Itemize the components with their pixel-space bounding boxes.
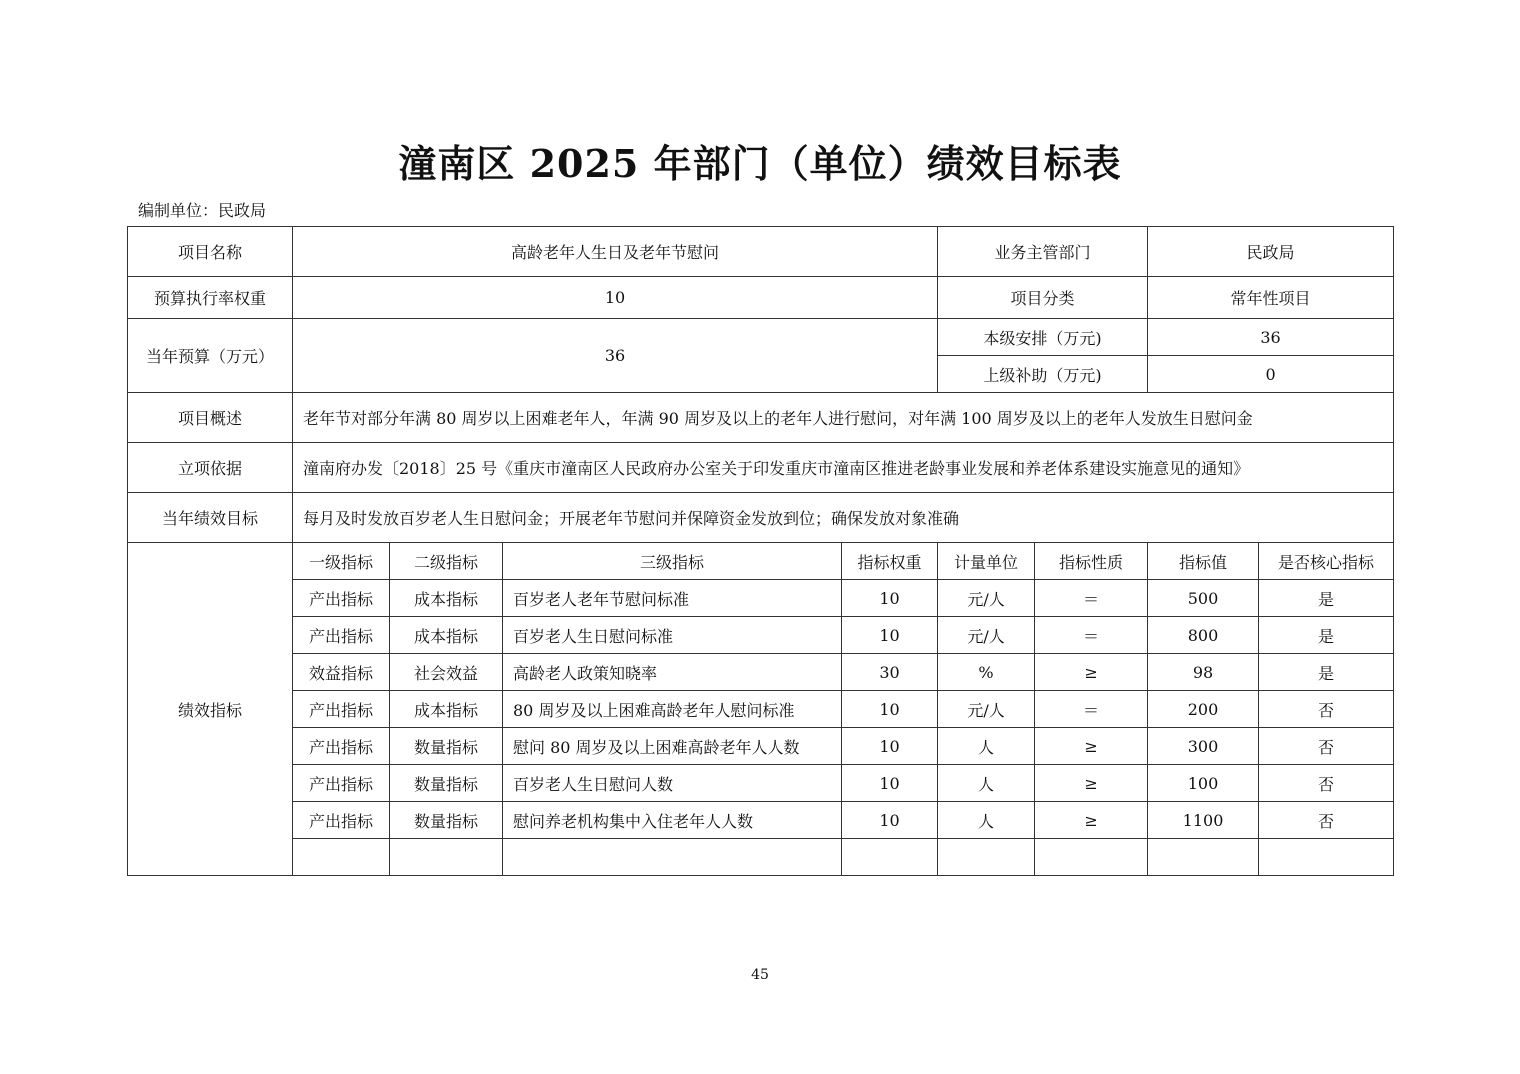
level1-cell: 产出指标 xyxy=(293,728,390,765)
level3-cell: 百岁老人生日慰问人数 xyxy=(503,765,842,802)
value-cell: 800 xyxy=(1148,617,1259,654)
value-cell: 500 xyxy=(1148,580,1259,617)
empty-cell xyxy=(842,839,938,876)
unit-cell: % xyxy=(938,654,1035,691)
unit-cell: 元/人 xyxy=(938,617,1035,654)
dept-label: 业务主管部门 xyxy=(938,227,1148,277)
column-header: 计量单位 xyxy=(938,543,1035,580)
empty-row xyxy=(128,839,1394,876)
core-cell: 是 xyxy=(1259,580,1394,617)
weight-cell: 10 xyxy=(842,802,938,839)
table-row xyxy=(128,728,1394,765)
level1-cell: 产出指标 xyxy=(293,802,390,839)
table-row xyxy=(128,765,1394,802)
row-overview xyxy=(128,393,1394,443)
empty-cell xyxy=(1035,839,1148,876)
column-header: 一级指标 xyxy=(293,543,390,580)
overview-label: 项目概述 xyxy=(128,393,293,443)
weight-cell: 10 xyxy=(842,765,938,802)
level1-cell: 产出指标 xyxy=(293,580,390,617)
value-cell: 1100 xyxy=(1148,802,1259,839)
weight-value: 10 xyxy=(293,277,938,319)
core-cell: 否 xyxy=(1259,728,1394,765)
nature-cell: ＝ xyxy=(1035,617,1148,654)
table-row xyxy=(128,617,1394,654)
core-cell: 是 xyxy=(1259,654,1394,691)
empty-cell xyxy=(1259,839,1394,876)
table-row xyxy=(128,580,1394,617)
table-row xyxy=(128,654,1394,691)
level2-cell: 社会效益 xyxy=(390,654,503,691)
level3-cell: 慰问 80 周岁及以上困难高龄老年人人数 xyxy=(503,728,842,765)
empty-cell xyxy=(503,839,842,876)
local-label: 本级安排（万元) xyxy=(938,319,1148,356)
core-cell: 否 xyxy=(1259,802,1394,839)
column-header: 指标权重 xyxy=(842,543,938,580)
level3-cell: 百岁老人老年节慰问标准 xyxy=(503,580,842,617)
level2-cell: 数量指标 xyxy=(390,728,503,765)
overview-value: 老年节对部分年满 80 周岁以上困难老年人，年满 90 周岁及以上的老年人进行慰问，对年满 100 周岁及以上的老年人发放生日慰问金 xyxy=(293,393,1394,443)
value-cell: 300 xyxy=(1148,728,1259,765)
empty-cell xyxy=(938,839,1035,876)
goal-value: 每月及时发放百岁老人生日慰问金；开展老年节慰问并保障资金发放到位；确保发放对象准确 xyxy=(293,493,1394,543)
level1-cell: 产出指标 xyxy=(293,617,390,654)
indicator-header-row xyxy=(128,543,1394,580)
unit-cell: 元/人 xyxy=(938,691,1035,728)
local-value: 36 xyxy=(1148,319,1394,356)
weight-cell: 10 xyxy=(842,580,938,617)
column-header: 是否核心指标 xyxy=(1259,543,1394,580)
nature-cell: ＝ xyxy=(1035,691,1148,728)
row-project-name xyxy=(128,227,1394,277)
upper-label: 上级补助（万元) xyxy=(938,356,1148,393)
value-cell: 100 xyxy=(1148,765,1259,802)
value-cell: 98 xyxy=(1148,654,1259,691)
basis-value: 潼南府办发〔2018〕25 号《重庆市潼南区人民政府办公室关于印发重庆市潼南区推进老龄事业发展和养老体系建设实施意见的通知》 xyxy=(293,443,1394,493)
level3-cell: 百岁老人生日慰问标准 xyxy=(503,617,842,654)
nature-cell: ≥ xyxy=(1035,802,1148,839)
level2-cell: 数量指标 xyxy=(390,802,503,839)
empty-cell xyxy=(390,839,503,876)
column-header: 二级指标 xyxy=(390,543,503,580)
level3-cell: 慰问养老机构集中入住老年人人数 xyxy=(503,802,842,839)
nature-cell: ≥ xyxy=(1035,728,1148,765)
goal-label: 当年绩效目标 xyxy=(128,493,293,543)
level1-cell: 产出指标 xyxy=(293,691,390,728)
empty-cell xyxy=(1148,839,1259,876)
row-budget xyxy=(128,319,1394,356)
weight-cell: 10 xyxy=(842,691,938,728)
document-title: 潼南区 2025 年部门（单位）绩效目标表 xyxy=(398,141,1122,186)
unit-cell: 元/人 xyxy=(938,580,1035,617)
unit-cell: 人 xyxy=(938,765,1035,802)
weight-cell: 30 xyxy=(842,654,938,691)
weight-label: 预算执行率权重 xyxy=(128,277,293,319)
dept-value: 民政局 xyxy=(1148,227,1394,277)
page-number: 45 xyxy=(751,967,769,983)
level1-cell: 产出指标 xyxy=(293,765,390,802)
level2-cell: 成本指标 xyxy=(390,580,503,617)
weight-cell: 10 xyxy=(842,728,938,765)
column-header: 指标值 xyxy=(1148,543,1259,580)
core-cell: 否 xyxy=(1259,765,1394,802)
indicators-section-label: 绩效指标 xyxy=(128,543,293,876)
nature-cell: ≥ xyxy=(1035,654,1148,691)
row-goal xyxy=(128,493,1394,543)
row-weight xyxy=(128,277,1394,319)
row-basis xyxy=(128,443,1394,493)
value-cell: 200 xyxy=(1148,691,1259,728)
basis-label: 立项依据 xyxy=(128,443,293,493)
level2-cell: 成本指标 xyxy=(390,617,503,654)
budget-label: 当年预算（万元） xyxy=(128,319,293,393)
column-header: 三级指标 xyxy=(503,543,842,580)
category-label: 项目分类 xyxy=(938,277,1148,319)
nature-cell: ≥ xyxy=(1035,765,1148,802)
table-row xyxy=(128,691,1394,728)
nature-cell: ＝ xyxy=(1035,580,1148,617)
level3-cell: 高龄老人政策知晓率 xyxy=(503,654,842,691)
project-name-value: 高龄老年人生日及老年节慰问 xyxy=(293,227,938,277)
empty-cell xyxy=(293,839,390,876)
table-row xyxy=(128,802,1394,839)
project-name-label: 项目名称 xyxy=(128,227,293,277)
category-value: 常年性项目 xyxy=(1148,277,1394,319)
level2-cell: 成本指标 xyxy=(390,691,503,728)
upper-value: 0 xyxy=(1148,356,1394,393)
performance-table xyxy=(127,226,1394,876)
level3-cell: 80 周岁及以上困难高龄老年人慰问标准 xyxy=(503,691,842,728)
weight-cell: 10 xyxy=(842,617,938,654)
level1-cell: 效益指标 xyxy=(293,654,390,691)
level2-cell: 数量指标 xyxy=(390,765,503,802)
budget-value: 36 xyxy=(293,319,938,393)
unit-cell: 人 xyxy=(938,802,1035,839)
core-cell: 否 xyxy=(1259,691,1394,728)
column-header: 指标性质 xyxy=(1035,543,1148,580)
core-cell: 是 xyxy=(1259,617,1394,654)
unit-cell: 人 xyxy=(938,728,1035,765)
compiling-unit: 编制单位：民政局 xyxy=(138,201,267,220)
